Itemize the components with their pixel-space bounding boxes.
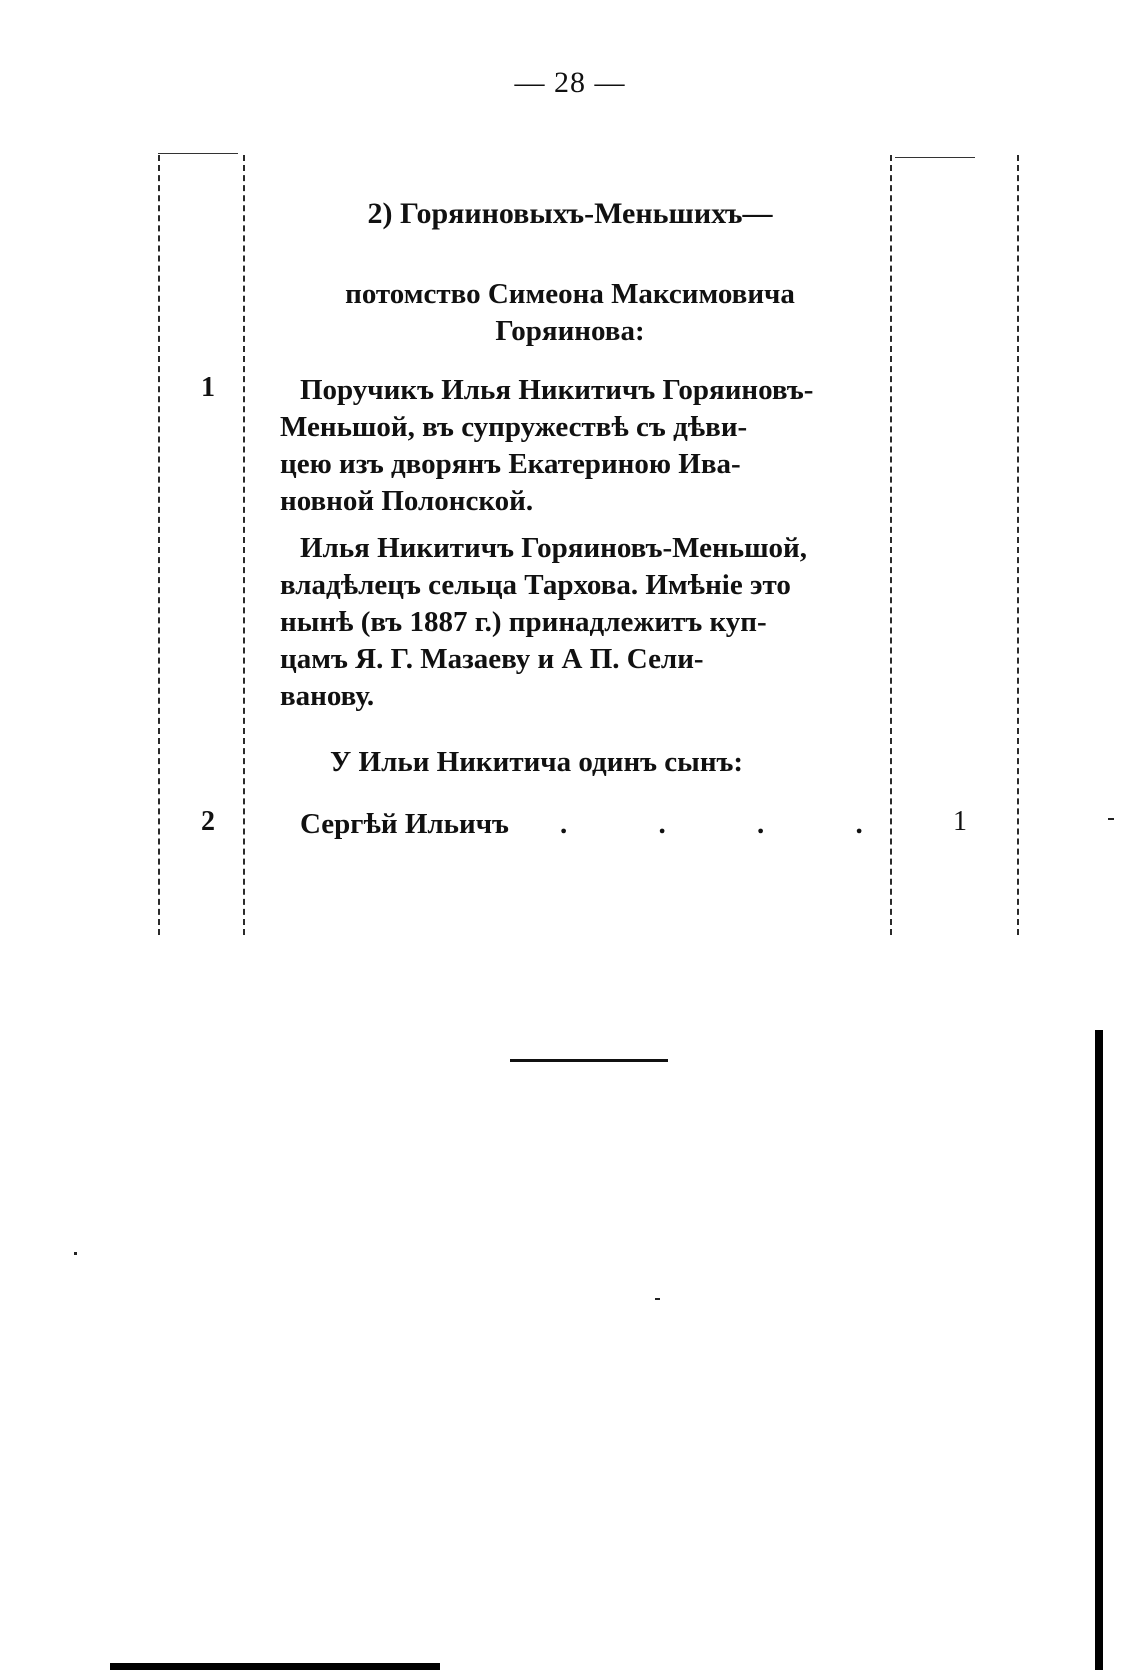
page-number: — 28 — [514,66,626,99]
lineage-subheading-line2: Горяинова: [495,315,645,347]
entry2-right-count: 1 [953,806,967,837]
top-right-column-cap [895,157,975,158]
entry-number-2: 2 [201,806,215,837]
left-outer-column-border [158,155,160,935]
left-inner-column-border [243,155,245,935]
paragraph2-line1: Илья Никитичъ Горяиновъ-Меньшой, [300,532,808,564]
lineage-subheading-line1: потомство Симеона Максимовича [345,278,795,310]
paragraph2-line3: нынѣ (въ 1887 г.) принадлежитъ куп- [280,606,767,638]
entry1-line2: Меньшой, въ супружествѣ съ дѣви- [280,411,748,443]
scan-edge-bottom [110,1663,440,1670]
top-left-column-cap [158,153,238,154]
paragraph2-line2: владѣлецъ сельца Тархова. Имѣніе это [280,569,791,601]
scan-speck [74,1252,77,1255]
entry1-line1: Поручикъ Илья Никитичъ Горяиновъ- [300,374,814,406]
entry2-leader-dots: . . . . [560,808,905,840]
scan-speck [1108,818,1114,820]
entry1-line3: цею изъ дворянъ Екатериною Ива- [280,448,741,480]
scan-speck [655,1298,660,1300]
entry1-line4: новной Полонской. [280,485,534,517]
entry2-name: Сергѣй Ильичъ [300,808,509,840]
section-end-rule [510,1059,668,1062]
paragraph2-line5: ванову. [280,680,375,712]
right-outer-column-border [1017,155,1019,935]
scan-edge-right [1095,1030,1103,1670]
paragraph2-line4: цамъ Я. Г. Мазаеву и А П. Сели- [280,643,704,675]
entry-number-1: 1 [201,372,215,403]
son-intro-line: У Ильи Никитича одинъ сынъ: [330,746,744,778]
section-heading: 2) Горяиновыхъ-Меньшихъ— [367,197,773,230]
